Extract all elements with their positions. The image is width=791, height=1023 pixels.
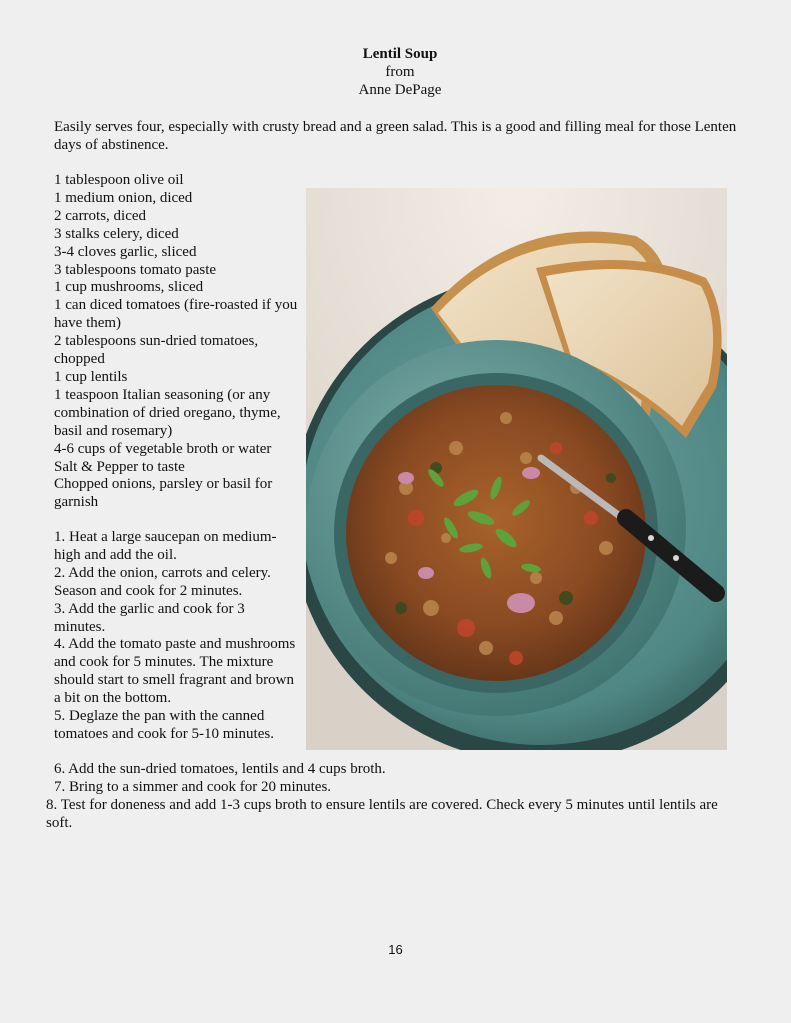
recipe-header xyxy=(0,45,791,99)
step-item: 8. Test for doneness and add 1-3 cups broth to ensure lentils are covered. Check every 5 minutes until lentils are soft. xyxy=(46,797,718,831)
ingredient-item: 2 tablespoons sun-dried tomatoes, chopped xyxy=(54,333,259,368)
step-item: 4. Add the tomato paste and mushrooms and cook for 5 minutes. The mixture should start to smell fragrant and brown a bit on the bottom. xyxy=(54,636,296,707)
step-item: 2. Add the onion, carrots and celery. Season and cook for 2 minutes. xyxy=(54,564,271,599)
ingredient-item: 3 stalks celery, diced xyxy=(54,225,179,242)
ingredient-item: 2 carrots, diced xyxy=(54,207,147,224)
step-item: 5. Deglaze the pan with the canned tomatoes and cook for 5-10 minutes. xyxy=(54,708,274,742)
ingredient-item: 3 tablespoons tomato paste xyxy=(54,261,217,278)
ingredient-item: 1 medium onion, diced xyxy=(54,189,193,206)
step-list xyxy=(54,529,299,744)
step-item: 6. Add the sun-dried tomatoes, lentils and 4 cups broth. xyxy=(54,761,386,777)
step-item: 7. Bring to a simmer and cook for 20 minutes. xyxy=(54,778,332,795)
ingredient-item: 1 cup mushrooms, sliced xyxy=(54,279,204,296)
recipe-title: Lentil Soup xyxy=(362,46,438,62)
ingredient-item: 3-4 cloves garlic, sliced xyxy=(54,243,197,260)
step-item: 1. Heat a large saucepan on medium-high and add the oil. xyxy=(54,529,277,563)
step-list-continued xyxy=(54,761,774,797)
page-number: 16 xyxy=(388,942,403,957)
ingredient-item: 1 teaspoon Italian seasoning (or any combination of dried oregano, thyme, basil and rosemary) xyxy=(54,386,281,439)
ingredient-item: Salt & Pepper to taste xyxy=(54,458,185,475)
recipe-author: Anne DePage xyxy=(358,82,442,98)
step-item: 3. Add the garlic and cook for 3 minutes. xyxy=(54,600,245,635)
ingredient-item: 1 can diced tomatoes (fire-roasted if you have them) xyxy=(54,297,298,332)
recipe-from: from xyxy=(385,64,415,80)
ingredient-list xyxy=(54,172,299,512)
ingredient-item: 1 cup lentils xyxy=(54,368,128,385)
ingredient-item: 1 tablespoon olive oil xyxy=(54,172,184,188)
ingredient-item: Chopped onions, parsley or basil for garnish xyxy=(54,476,273,511)
soup-bowl-photo xyxy=(306,188,727,750)
recipe-intro: Easily serves four, especially with crusty bread and a green salad. This is a good and filling meal for those Lenten days of abstinence. xyxy=(54,119,737,153)
ingredient-item: 4-6 cups of vegetable broth or water xyxy=(54,440,272,457)
